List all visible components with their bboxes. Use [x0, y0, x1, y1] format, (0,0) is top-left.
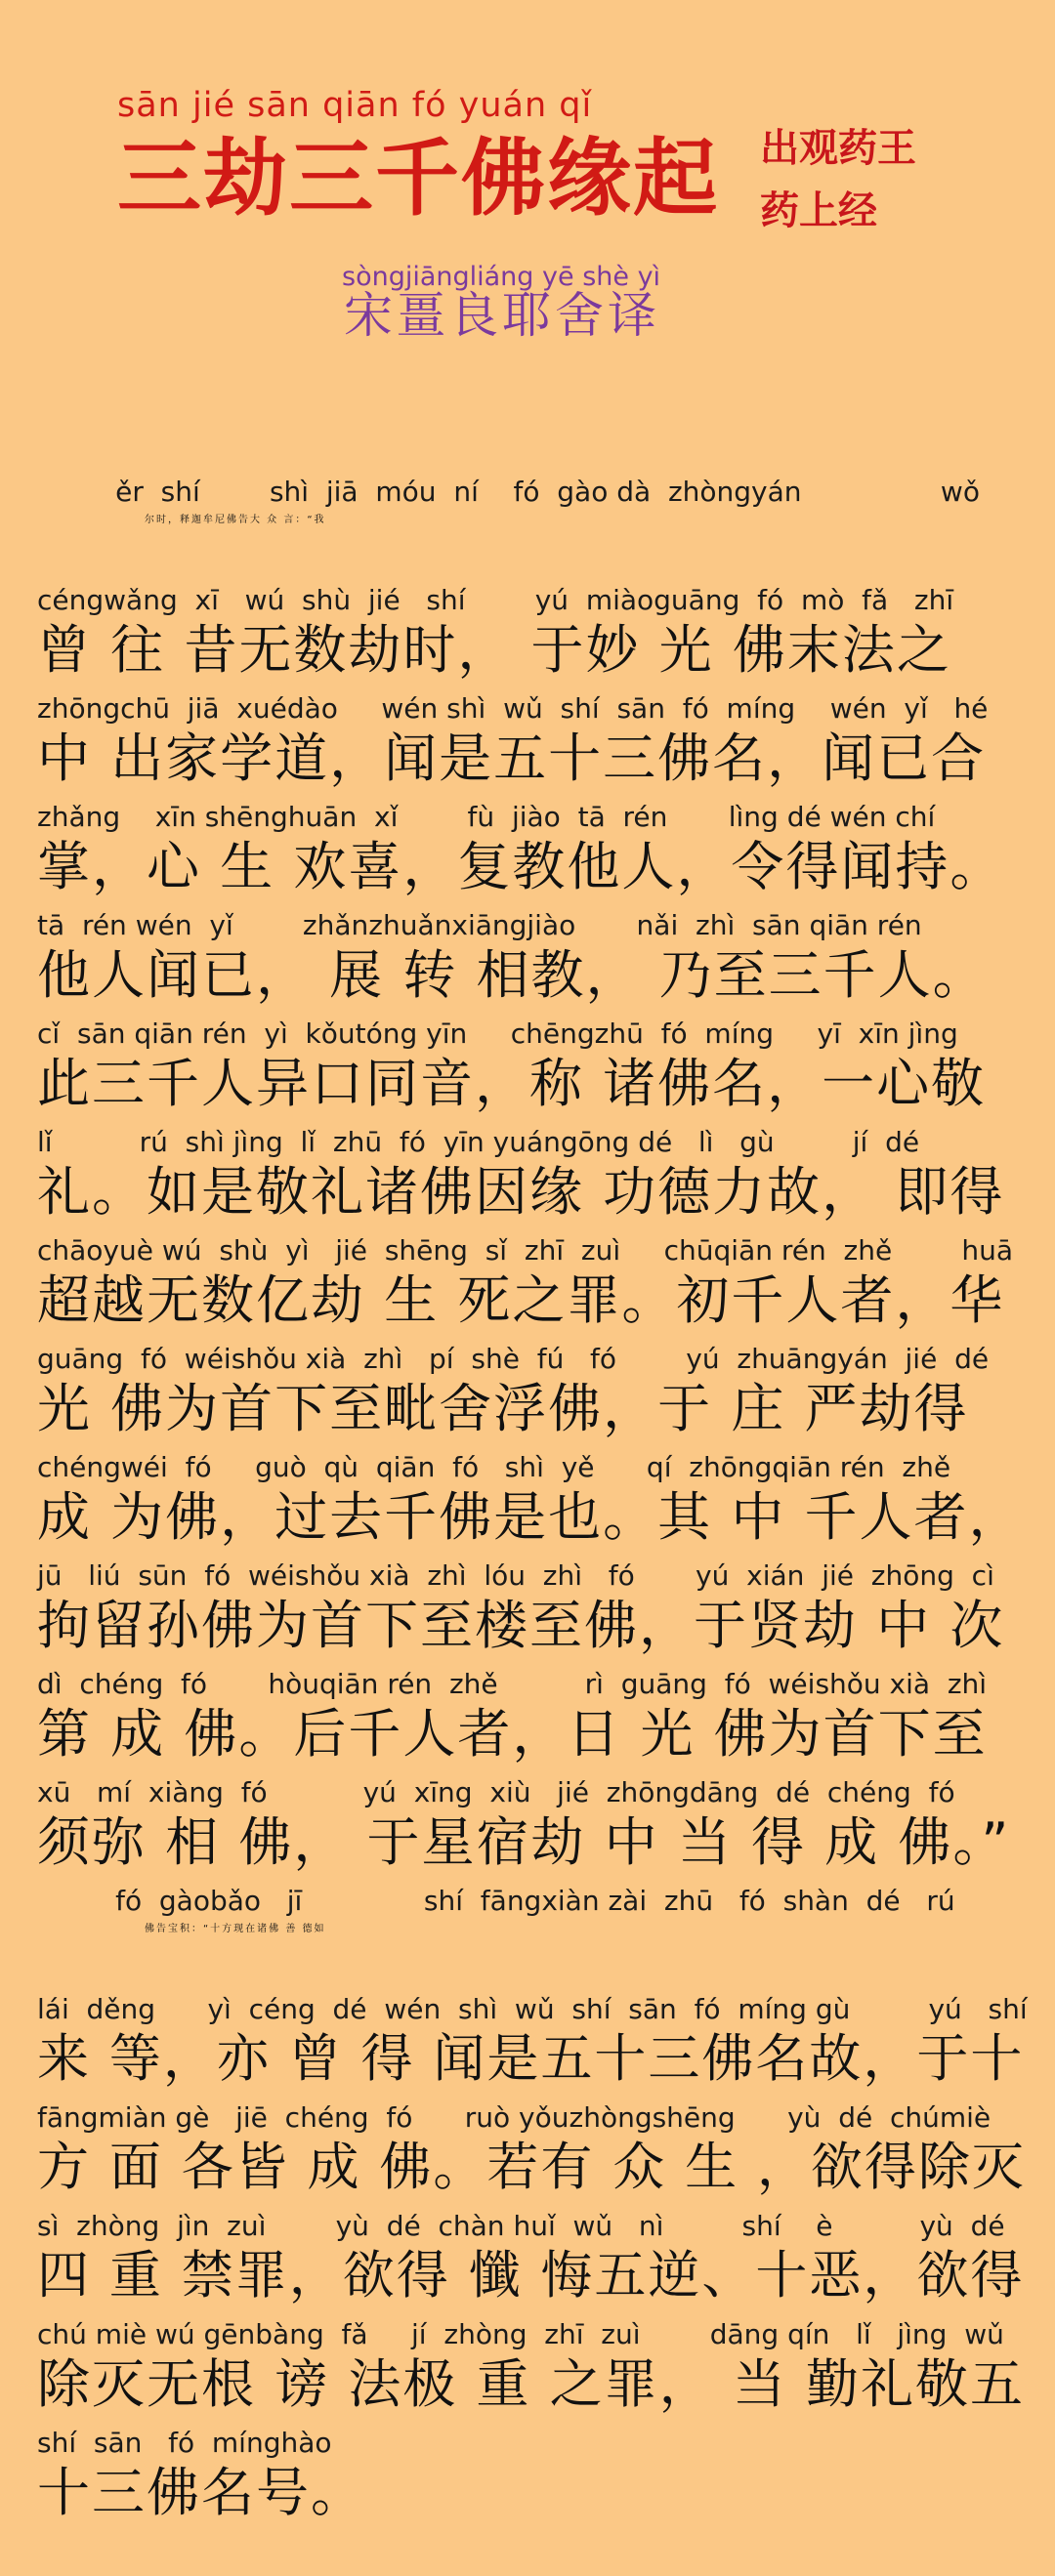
pinyin-line: ěr shí shì jiā móu ní fó gào dà zhòngyán wǒ	[37, 476, 980, 508]
pinyin-line: zhǎng xīn shēnghuān xǐ fù jiào tā rén lìng dé wén chí	[37, 801, 936, 833]
pinyin-line: sì zhòng jìn zuì yù dé chàn huǐ wǔ nì shí è yù dé	[37, 2210, 1005, 2242]
text-line: 超越无数亿劫 生 死之罪。初千人者，华	[37, 1269, 1005, 1331]
text-line: 尔时，释迦牟尼佛告大 众 言：“我	[145, 515, 326, 525]
text-line: 中 出家学道，闻是五十三佛名，闻已合	[37, 727, 987, 789]
text-line: 此三千人异口同音，称 诸佛名，一心敬	[37, 1053, 987, 1114]
pinyin-line: zhōngchū jiā xuédào wén shì wǔ shí sān fó míng wén yǐ hé	[37, 692, 989, 725]
pinyin-line: cǐ sān qiān rén yì kǒutóng yīn chēngzhū fó míng yī xīn jìng	[37, 1018, 958, 1050]
pinyin-line: lǐ rú shì jìng lǐ zhū fó yīn yuángōng dé lì gù jí dé	[37, 1126, 920, 1158]
text-line: 掌，心 生 欢喜，复教他人，令得闻持。	[37, 836, 1005, 897]
text-line: 光 佛为首下至毗舍浮佛，于 庄 严劫得	[37, 1378, 969, 1439]
pinyin-line: fāngmiàn gè jiē chéng fó ruò yǒuzhòngshēng yù dé chúmiè	[37, 2101, 992, 2134]
text-line: 成 为佛，过去千佛是也。其 中 千人者，	[37, 1486, 1024, 1548]
text-line: 十三佛名号。	[37, 2462, 365, 2523]
pinyin-line: chéngwéi fó guò qù qiān fó shì yě qí zhōngqiān rén zhě	[37, 1451, 951, 1483]
pinyin-line: xū mí xiàng fó yú xīng xiù jié zhōngdāng dé chéng fó	[37, 1776, 955, 1808]
pinyin-line: jū liú sūn fó wéishǒu xià zhì lóu zhì fó yú xián jié zhōng cì	[37, 1559, 994, 1592]
text-line: 须弥 相 佛， 于星宿劫 中 当 得 成 佛。”	[37, 1811, 1011, 1873]
source-label-line2: 药上经	[760, 188, 877, 233]
text-line: 拘留孙佛为首下至楼至佛，于贤劫 中 次	[37, 1595, 1005, 1656]
translator: 宋畺良耶舍译	[344, 287, 660, 344]
text-line: 四 重 禁罪，欲得 懺 悔五逆、十恶，欲得	[37, 2246, 1025, 2306]
pinyin-line: tā rén wén yǐ zhǎnzhuǎnxiāngjiào nǎi zhì sān qiān rén	[37, 909, 922, 941]
text-line: 曾 往 昔无数劫时， 于妙 光 佛末法之	[37, 619, 951, 681]
title-pinyin: sān jié sān qiān fó yuán qǐ	[117, 86, 593, 125]
text-line: 除灭无根 谤 法极 重 之罪， 当 勤礼敬五	[37, 2353, 1025, 2415]
text-line: 他人闻已， 展 转 相教， 乃至三千人。	[37, 944, 988, 1006]
text-line: 第 成 佛。后千人者，日 光 佛为首下至	[37, 1703, 988, 1765]
pinyin-line: guāng fó wéishǒu xià zhì pí shè fú fó yú zhuāngyán jié dé	[37, 1343, 990, 1375]
text-line: 佛告宝积：“十方现在诸佛 善 德如	[145, 1924, 326, 1934]
pinyin-line: chú miè wú gēnbàng fǎ jí zhòng zhī zuì dāng qín lǐ jìng wǔ	[37, 2318, 1004, 2350]
source-label-line1: 出观药王	[760, 126, 916, 171]
pinyin-line: dì chéng fó hòuqiān rén zhě rì guāng fó wéishǒu xià zhì	[37, 1668, 988, 1700]
pinyin-line: shí sān fó mínghào	[37, 2427, 332, 2459]
translator-pinyin: sòngjiāngliáng yē shè yì	[342, 262, 661, 292]
pinyin-line: lái děng yì céng dé wén shì wǔ shí sān fó míng gù yú shí	[37, 1993, 1028, 2025]
pinyin-line: céngwǎng xī wú shù jié shí yú miàoguāng fó mò fǎ zhī	[37, 584, 954, 616]
pinyin-line: chāoyuè wú shù yì jié shēng sǐ zhī zuì chūqiān rén zhě huā	[37, 1234, 1014, 1267]
text-line: 方 面 各皆 成 佛。若有 众 生 ，欲得除灭	[37, 2138, 1026, 2197]
page-title: 三劫三千佛缘起	[117, 130, 719, 228]
text-line: 来 等，亦 曾 得 闻是五十三佛名故，于十	[37, 2029, 1025, 2089]
pinyin-line: fó gàobǎo jī shí fāngxiàn zài zhū fó shàn dé rú	[37, 1885, 955, 1917]
text-line: 礼。如是敬礼诸佛因缘 功德力故， 即得	[37, 1161, 1005, 1223]
